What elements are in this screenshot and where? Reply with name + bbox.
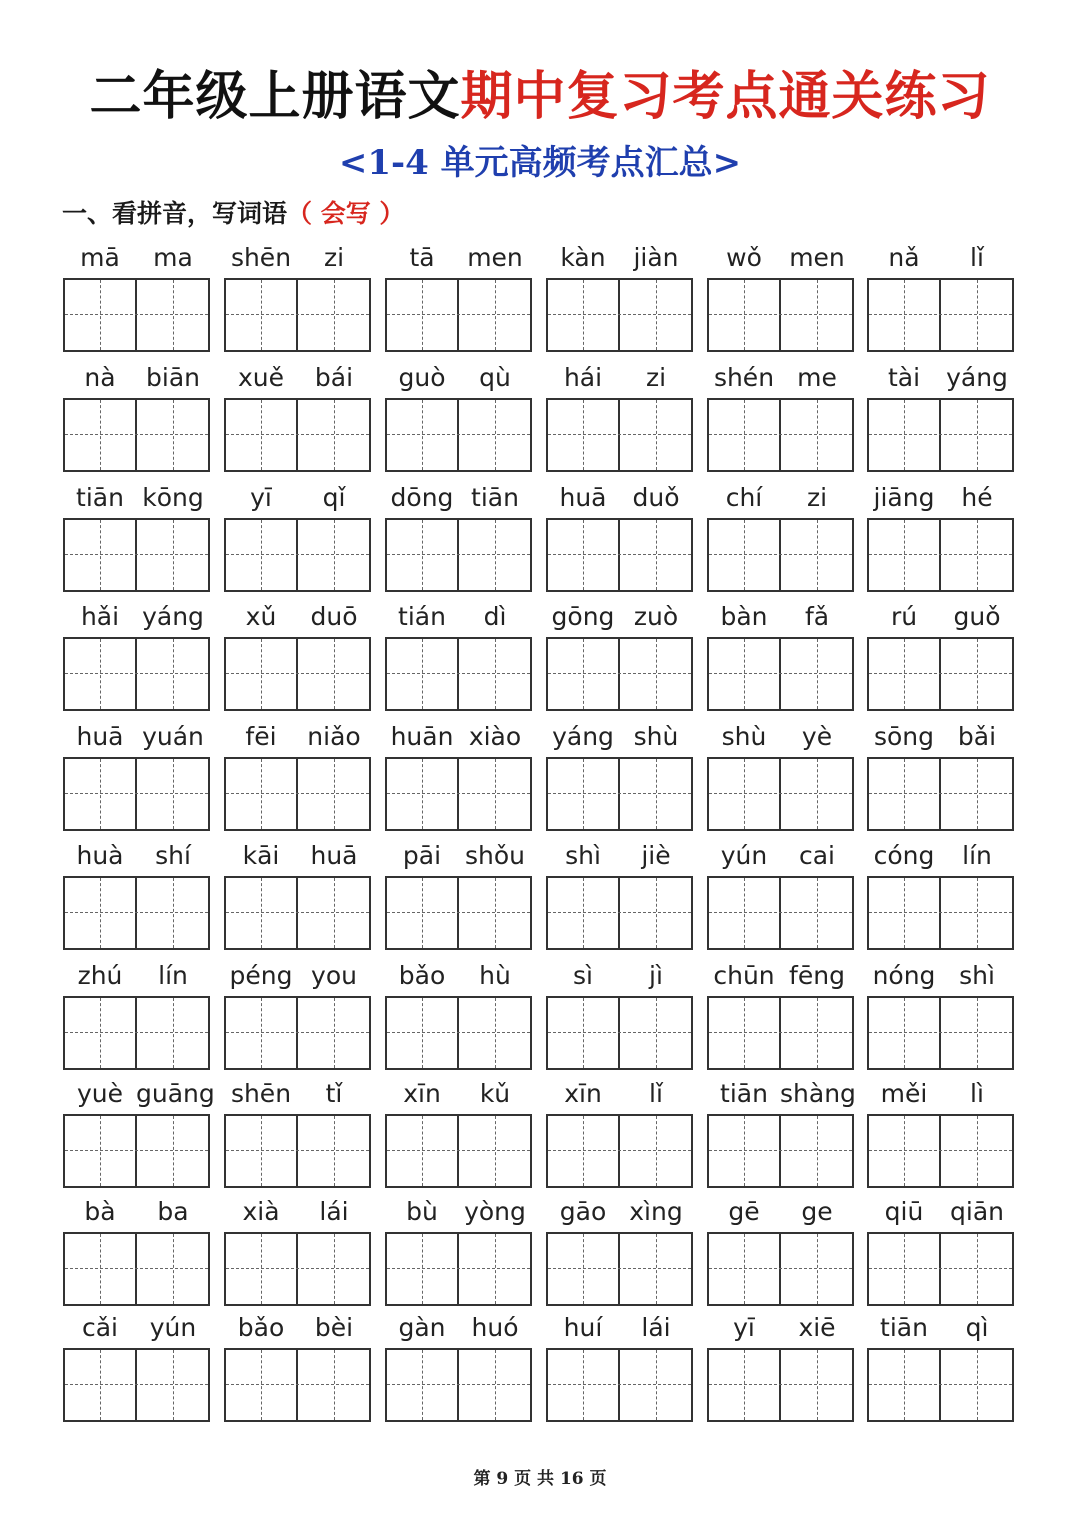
pinyin-syllable: jiàn bbox=[633, 243, 679, 272]
word-row bbox=[63, 240, 1015, 350]
pinyin-syllable: huà bbox=[76, 841, 124, 870]
word-item bbox=[385, 958, 532, 1068]
writing-boxes[interactable] bbox=[63, 1348, 210, 1422]
page-subtitle: <1-4 单元高频考点汇总> bbox=[338, 143, 742, 183]
word-item bbox=[385, 599, 532, 709]
writing-boxes[interactable] bbox=[385, 1114, 532, 1188]
pinyin-syllable: nóng bbox=[872, 961, 936, 990]
word-item bbox=[63, 1076, 215, 1186]
writing-boxes[interactable] bbox=[385, 1348, 532, 1422]
pinyin-syllable: bù bbox=[406, 1197, 438, 1226]
writing-boxes[interactable] bbox=[224, 1348, 371, 1422]
pinyin-syllable: gāo bbox=[559, 1197, 607, 1226]
pinyin-syllable: péng bbox=[229, 961, 293, 990]
writing-boxes[interactable] bbox=[546, 637, 693, 711]
writing-boxes[interactable] bbox=[63, 757, 210, 831]
writing-boxes[interactable] bbox=[867, 518, 1014, 592]
word-item bbox=[224, 599, 371, 709]
pinyin-syllable: cǎi bbox=[81, 1313, 118, 1342]
pinyin-syllable: lì bbox=[970, 1079, 984, 1108]
pinyin-syllable: bái bbox=[314, 363, 354, 392]
word-item bbox=[867, 838, 1014, 948]
writing-boxes[interactable] bbox=[707, 876, 854, 950]
pinyin-syllable: kàn bbox=[560, 243, 606, 272]
pinyin-syllable: huā bbox=[76, 722, 124, 751]
pinyin-syllable: shù bbox=[721, 722, 767, 751]
word-item bbox=[546, 958, 693, 1068]
pinyin-syllable: cóng bbox=[873, 841, 935, 870]
writing-boxes[interactable] bbox=[867, 1114, 1014, 1188]
word-item bbox=[63, 719, 210, 829]
word-item bbox=[707, 958, 854, 1068]
writing-boxes[interactable] bbox=[224, 876, 371, 950]
pinyin-syllable: sì bbox=[573, 961, 593, 990]
pinyin-syllable: hái bbox=[563, 363, 603, 392]
pinyin-syllable: hù bbox=[479, 961, 511, 990]
word-item bbox=[63, 360, 210, 470]
pinyin-syllable: jì bbox=[649, 961, 663, 990]
writing-boxes[interactable] bbox=[707, 996, 854, 1070]
pinyin-syllable: sōng bbox=[873, 722, 935, 751]
word-item bbox=[867, 599, 1014, 709]
writing-boxes[interactable] bbox=[385, 278, 532, 352]
word-item bbox=[546, 360, 693, 470]
word-row bbox=[63, 719, 1015, 829]
pinyin-syllable: lín bbox=[158, 961, 188, 990]
pinyin-syllable: bǎi bbox=[957, 722, 997, 751]
writing-boxes[interactable] bbox=[867, 398, 1014, 472]
pinyin-syllable: fēi bbox=[245, 722, 277, 751]
pinyin-syllable: yuán bbox=[142, 722, 204, 751]
pinyin-syllable: cai bbox=[798, 841, 835, 870]
writing-boxes[interactable] bbox=[385, 876, 532, 950]
pinyin-syllable: huā bbox=[559, 483, 607, 512]
word-row bbox=[63, 1194, 1015, 1304]
writing-boxes[interactable] bbox=[546, 996, 693, 1070]
word-item bbox=[224, 360, 371, 470]
pinyin-syllable: zhú bbox=[77, 961, 123, 990]
pinyin-syllable: hé bbox=[961, 483, 993, 512]
writing-boxes[interactable] bbox=[385, 637, 532, 711]
word-row bbox=[63, 360, 1015, 470]
pinyin-syllable: nà bbox=[84, 363, 116, 392]
word-item bbox=[707, 599, 854, 709]
writing-boxes[interactable] bbox=[867, 1232, 1014, 1306]
pinyin-syllable: yún bbox=[720, 841, 768, 870]
pinyin-syllable: lái bbox=[641, 1313, 671, 1342]
writing-boxes[interactable] bbox=[546, 1348, 693, 1422]
word-item bbox=[224, 958, 371, 1068]
word-item bbox=[546, 1310, 693, 1420]
word-item bbox=[224, 1076, 371, 1186]
word-item bbox=[546, 240, 693, 350]
pinyin-syllable: huó bbox=[471, 1313, 519, 1342]
writing-boxes[interactable] bbox=[867, 1348, 1014, 1422]
pinyin-syllable: dōng bbox=[390, 483, 454, 512]
pinyin-syllable: tiān bbox=[471, 483, 519, 512]
pinyin-syllable: rú bbox=[890, 602, 918, 631]
pinyin-syllable: gàn bbox=[398, 1313, 446, 1342]
word-item bbox=[385, 360, 532, 470]
pinyin-syllable: tā bbox=[409, 243, 435, 272]
pinyin-syllable: shí bbox=[155, 841, 191, 870]
writing-boxes[interactable] bbox=[63, 278, 210, 352]
pinyin-syllable: xīn bbox=[403, 1079, 441, 1108]
pinyin-syllable: shì bbox=[565, 841, 601, 870]
word-row bbox=[63, 480, 1015, 590]
pinyin-syllable: nǎ bbox=[888, 243, 920, 272]
writing-boxes[interactable] bbox=[546, 278, 693, 352]
word-item bbox=[867, 360, 1014, 470]
pinyin-syllable: ge bbox=[801, 1197, 833, 1226]
pinyin-syllable: qì bbox=[965, 1313, 989, 1342]
pinyin-syllable: tǐ bbox=[325, 1079, 343, 1108]
pinyin-syllable: niǎo bbox=[307, 722, 361, 751]
pinyin-syllable: lái bbox=[319, 1197, 349, 1226]
pinyin-syllable: xiē bbox=[798, 1313, 836, 1342]
pinyin-syllable: shēn bbox=[230, 243, 292, 272]
writing-boxes[interactable] bbox=[546, 757, 693, 831]
writing-boxes[interactable] bbox=[707, 1114, 854, 1188]
pinyin-syllable: zi bbox=[323, 243, 345, 272]
pinyin-syllable: huān bbox=[390, 722, 454, 751]
pinyin-syllable: lǐ bbox=[970, 243, 984, 272]
pinyin-syllable: tiān bbox=[76, 483, 124, 512]
pinyin-syllable: wǒ bbox=[726, 243, 762, 272]
pinyin-syllable: xià bbox=[242, 1197, 280, 1226]
word-item bbox=[385, 838, 532, 948]
pinyin-syllable: tiān bbox=[720, 1079, 768, 1108]
pinyin-syllable: bǎo bbox=[398, 961, 446, 990]
word-item bbox=[867, 1076, 1014, 1186]
word-item bbox=[707, 360, 854, 470]
word-item bbox=[707, 480, 854, 590]
writing-boxes[interactable] bbox=[224, 996, 371, 1070]
writing-boxes[interactable] bbox=[63, 398, 210, 472]
writing-boxes[interactable] bbox=[224, 1114, 371, 1188]
writing-boxes[interactable] bbox=[224, 518, 371, 592]
writing-boxes[interactable] bbox=[867, 876, 1014, 950]
writing-boxes[interactable] bbox=[224, 398, 371, 472]
pinyin-syllable: yè bbox=[801, 722, 833, 751]
word-item bbox=[63, 838, 210, 948]
pinyin-syllable: kǔ bbox=[479, 1079, 511, 1108]
writing-boxes[interactable] bbox=[385, 398, 532, 472]
pinyin-syllable: yī bbox=[733, 1313, 755, 1342]
word-item bbox=[546, 599, 693, 709]
page-footer: 第 9 页 共 16 页 bbox=[473, 1469, 607, 1489]
pinyin-syllable: mā bbox=[80, 243, 120, 272]
word-item bbox=[385, 719, 532, 829]
pinyin-syllable: kōng bbox=[142, 483, 204, 512]
pinyin-syllable: hǎi bbox=[80, 602, 120, 631]
word-item bbox=[385, 1076, 532, 1186]
word-row bbox=[63, 958, 1015, 1068]
word-item bbox=[707, 1076, 854, 1186]
word-item bbox=[707, 1310, 854, 1420]
pinyin-syllable: qù bbox=[479, 363, 511, 392]
writing-boxes[interactable] bbox=[385, 757, 532, 831]
word-row bbox=[63, 838, 1015, 948]
section-heading bbox=[62, 192, 404, 236]
word-item bbox=[385, 1310, 532, 1420]
writing-boxes[interactable] bbox=[224, 757, 371, 831]
word-item bbox=[63, 1194, 210, 1304]
word-item bbox=[546, 1076, 693, 1186]
writing-boxes[interactable] bbox=[546, 876, 693, 950]
pinyin-syllable: chūn bbox=[713, 961, 775, 990]
pinyin-syllable: duō bbox=[310, 602, 358, 631]
pinyin-syllable: yáng bbox=[552, 722, 614, 751]
word-item bbox=[546, 1194, 693, 1304]
word-row bbox=[63, 1310, 1015, 1420]
pinyin-syllable: shǒu bbox=[464, 841, 525, 870]
word-item bbox=[63, 1310, 210, 1420]
word-item bbox=[546, 480, 693, 590]
writing-boxes[interactable] bbox=[867, 996, 1014, 1070]
pinyin-syllable: bèi bbox=[314, 1313, 354, 1342]
pinyin-syllable: tián bbox=[398, 602, 446, 631]
pinyin-syllable: pāi bbox=[402, 841, 442, 870]
word-row bbox=[63, 1076, 1015, 1186]
writing-boxes[interactable] bbox=[707, 1232, 854, 1306]
word-item bbox=[867, 958, 1014, 1068]
pinyin-syllable: bàn bbox=[720, 602, 768, 631]
pinyin-syllable: lǐ bbox=[649, 1079, 663, 1108]
word-item bbox=[707, 1194, 854, 1304]
writing-boxes[interactable] bbox=[385, 518, 532, 592]
word-row bbox=[63, 599, 1015, 709]
pinyin-syllable: guǒ bbox=[953, 602, 1001, 631]
page-title bbox=[0, 62, 1080, 132]
word-item bbox=[224, 480, 371, 590]
pinyin-syllable: duǒ bbox=[632, 483, 680, 512]
pinyin-syllable: huí bbox=[563, 1313, 603, 1342]
pinyin-syllable: biān bbox=[146, 363, 200, 392]
writing-boxes[interactable] bbox=[63, 518, 210, 592]
pinyin-syllable: qǐ bbox=[322, 483, 346, 512]
pinyin-syllable: shù bbox=[633, 722, 679, 751]
pinyin-syllable: xìng bbox=[629, 1197, 683, 1226]
section-label: 一、看拼音，写词语 bbox=[62, 199, 288, 228]
writing-boxes[interactable] bbox=[224, 278, 371, 352]
title-part-black: 二年级上册语文 bbox=[89, 66, 461, 127]
word-item bbox=[546, 719, 693, 829]
writing-boxes[interactable] bbox=[867, 757, 1014, 831]
pinyin-syllable: you bbox=[311, 961, 357, 990]
writing-boxes[interactable] bbox=[546, 518, 693, 592]
title-part-red: 期中复习考点通关练习 bbox=[460, 66, 991, 127]
writing-boxes[interactable] bbox=[546, 1232, 693, 1306]
word-item bbox=[707, 240, 854, 350]
pinyin-syllable: me bbox=[797, 363, 837, 392]
pinyin-syllable: bà bbox=[84, 1197, 116, 1226]
word-item bbox=[224, 1194, 371, 1304]
word-item bbox=[385, 1194, 532, 1304]
pinyin-syllable: bǎo bbox=[237, 1313, 285, 1342]
pinyin-syllable: jiāng bbox=[873, 483, 935, 512]
pinyin-syllable: yòng bbox=[464, 1197, 526, 1226]
pinyin-syllable: dì bbox=[483, 602, 507, 631]
pinyin-syllable: men bbox=[789, 243, 845, 272]
writing-boxes[interactable] bbox=[63, 637, 210, 711]
pinyin-syllable: men bbox=[467, 243, 523, 272]
pinyin-syllable: xiào bbox=[468, 722, 522, 751]
pinyin-syllable: gōng bbox=[551, 602, 615, 631]
writing-boxes[interactable] bbox=[63, 1232, 210, 1306]
pinyin-syllable: qiān bbox=[950, 1197, 1004, 1226]
pinyin-syllable: fǎ bbox=[804, 602, 830, 631]
pinyin-syllable: huā bbox=[310, 841, 358, 870]
writing-boxes[interactable] bbox=[546, 398, 693, 472]
word-item bbox=[224, 719, 371, 829]
pinyin-syllable: ba bbox=[157, 1197, 189, 1226]
writing-boxes[interactable] bbox=[707, 1348, 854, 1422]
writing-boxes[interactable] bbox=[224, 1232, 371, 1306]
pinyin-syllable: jiè bbox=[641, 841, 671, 870]
writing-boxes[interactable] bbox=[707, 757, 854, 831]
pinyin-syllable: tiān bbox=[880, 1313, 928, 1342]
word-item bbox=[867, 480, 1014, 590]
pinyin-syllable: guò bbox=[398, 363, 446, 392]
word-item bbox=[63, 480, 210, 590]
pinyin-syllable: zi bbox=[806, 483, 828, 512]
pinyin-syllable: yuè bbox=[76, 1079, 124, 1108]
pinyin-syllable: shàng bbox=[780, 1079, 856, 1108]
word-item bbox=[546, 838, 693, 948]
writing-boxes[interactable] bbox=[867, 637, 1014, 711]
word-item bbox=[867, 240, 1014, 350]
writing-boxes[interactable] bbox=[707, 637, 854, 711]
pinyin-syllable: xīn bbox=[564, 1079, 602, 1108]
writing-boxes[interactable] bbox=[546, 1114, 693, 1188]
word-item bbox=[867, 719, 1014, 829]
pinyin-syllable: zuò bbox=[633, 602, 679, 631]
pinyin-syllable: lín bbox=[962, 841, 992, 870]
word-item bbox=[385, 240, 532, 350]
word-item bbox=[707, 838, 854, 948]
word-item bbox=[63, 958, 210, 1068]
pinyin-syllable: guāng bbox=[136, 1079, 215, 1108]
section-note: （ 会写 ） bbox=[287, 199, 405, 228]
word-item bbox=[867, 1310, 1014, 1420]
word-item bbox=[224, 1310, 371, 1420]
word-item bbox=[224, 240, 371, 350]
pinyin-syllable: shén bbox=[713, 363, 775, 392]
pinyin-syllable: tài bbox=[887, 363, 921, 392]
writing-boxes[interactable] bbox=[224, 637, 371, 711]
pinyin-syllable: qiū bbox=[884, 1197, 924, 1226]
word-item bbox=[385, 480, 532, 590]
pinyin-syllable: shēn bbox=[230, 1079, 292, 1108]
writing-boxes[interactable] bbox=[707, 278, 854, 352]
writing-boxes[interactable] bbox=[707, 518, 854, 592]
writing-boxes[interactable] bbox=[63, 1114, 210, 1188]
pinyin-syllable: kāi bbox=[242, 841, 280, 870]
pinyin-syllable: shì bbox=[959, 961, 995, 990]
pinyin-syllable: xǔ bbox=[245, 602, 277, 631]
word-item bbox=[707, 719, 854, 829]
word-item bbox=[63, 240, 210, 350]
pinyin-syllable: gē bbox=[728, 1197, 760, 1226]
writing-boxes[interactable] bbox=[385, 1232, 532, 1306]
writing-boxes[interactable] bbox=[867, 278, 1014, 352]
pinyin-syllable: fēng bbox=[789, 961, 845, 990]
writing-boxes[interactable] bbox=[707, 398, 854, 472]
word-item bbox=[224, 838, 371, 948]
pinyin-syllable: ma bbox=[153, 243, 193, 272]
pinyin-syllable: yáng bbox=[142, 602, 204, 631]
writing-boxes[interactable] bbox=[63, 996, 210, 1070]
writing-boxes[interactable] bbox=[63, 876, 210, 950]
pinyin-syllable: yī bbox=[250, 483, 272, 512]
pinyin-syllable: yáng bbox=[946, 363, 1008, 392]
pinyin-syllable: yún bbox=[149, 1313, 197, 1342]
word-item bbox=[63, 599, 210, 709]
pinyin-syllable: zi bbox=[645, 363, 667, 392]
pinyin-syllable: xuě bbox=[237, 363, 285, 392]
writing-boxes[interactable] bbox=[385, 996, 532, 1070]
pinyin-syllable: chí bbox=[725, 483, 763, 512]
pinyin-syllable: měi bbox=[880, 1079, 928, 1108]
word-item bbox=[867, 1194, 1014, 1304]
